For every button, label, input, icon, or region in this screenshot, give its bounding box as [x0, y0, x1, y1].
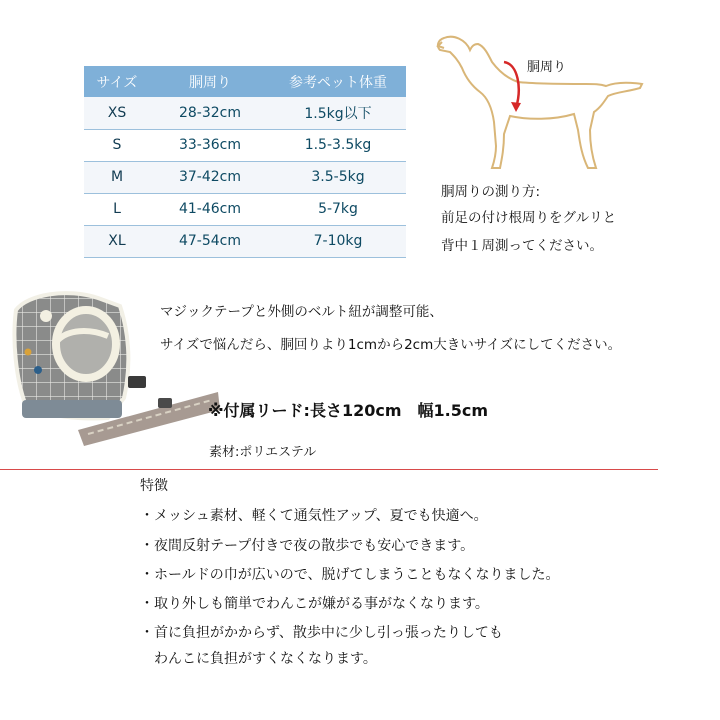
weight-cell: 1.5kg以下 — [270, 97, 406, 129]
paw-logo — [40, 310, 52, 322]
size-table-header-row — [84, 66, 406, 97]
dog-outline-illustration — [432, 22, 652, 182]
size-table — [84, 66, 406, 258]
weight-cell: 5-7kg — [270, 193, 406, 225]
size-cell: S — [84, 129, 150, 161]
header-size: サイズ — [84, 66, 150, 97]
girth-cell: 41-46cm — [150, 193, 270, 225]
feature-item: ・取り外しも簡単でわんこが嫌がる事がなくなります。 — [140, 596, 489, 612]
harness-buckle — [128, 376, 146, 388]
table-row — [84, 193, 406, 225]
feature-item: ・ホールドの巾が広いので、脱げてしまうこともなくなりました。 — [140, 567, 560, 583]
material-info: 素材:ポリエステル — [209, 445, 317, 460]
feature-item: ・メッシュ素材、軽くて通気性アップ、夏でも快適へ。 — [140, 508, 488, 524]
girth-arrowhead-down — [511, 102, 521, 112]
harness-product-image — [8, 270, 224, 450]
feature-item: ・夜間反射テープ付きで夜の散歩でも安心できます。 — [140, 538, 475, 554]
weight-cell: 1.5-3.5kg — [270, 129, 406, 161]
weight-cell: 7-10kg — [270, 225, 406, 257]
size-cell: L — [84, 193, 150, 225]
harness-dot-yellow — [25, 349, 32, 356]
measure-line: 背中１周測ってください。 — [441, 238, 603, 254]
girth-arrow — [504, 62, 519, 108]
feature-item: ・首に負担がかからず、散歩中に少し引っ張ったりしても — [140, 625, 503, 641]
header-weight: 参考ペット体重 — [270, 66, 406, 97]
girth-cell: 47-54cm — [150, 225, 270, 257]
table-row — [84, 161, 406, 193]
reflective-strap — [22, 400, 122, 418]
leash-clip — [158, 398, 172, 408]
table-row — [84, 225, 406, 257]
leash-info: ※付属リード:長さ120cm 幅1.5cm — [208, 401, 489, 420]
girth-label: 胴周り — [527, 60, 567, 75]
measure-title: 胴周りの測り方: — [441, 184, 541, 200]
table-row — [84, 97, 406, 129]
table-row — [84, 129, 406, 161]
harness-neck-opening — [56, 310, 116, 378]
feature-item: わんこに負担がすくなくなります。 — [140, 651, 377, 667]
features-title: 特徴 — [140, 478, 168, 494]
girth-cell: 28-32cm — [150, 97, 270, 129]
harness-dot-blue — [34, 366, 42, 374]
measure-line: 前足の付け根周りをグルリと — [441, 210, 617, 226]
sizing-advice: サイズで悩んだら、胴回りより1cmから2cm大きいサイズにしてください。 — [160, 337, 622, 353]
section-divider — [0, 469, 658, 470]
adjustable-note: マジックテープと外側のベルト紐が調整可能、 — [160, 304, 443, 320]
header-girth: 胴周り — [150, 66, 270, 97]
girth-cell: 33-36cm — [150, 129, 270, 161]
girth-cell: 37-42cm — [150, 161, 270, 193]
size-cell: XL — [84, 225, 150, 257]
size-cell: XS — [84, 97, 150, 129]
size-cell: M — [84, 161, 150, 193]
weight-cell: 3.5-5kg — [270, 161, 406, 193]
